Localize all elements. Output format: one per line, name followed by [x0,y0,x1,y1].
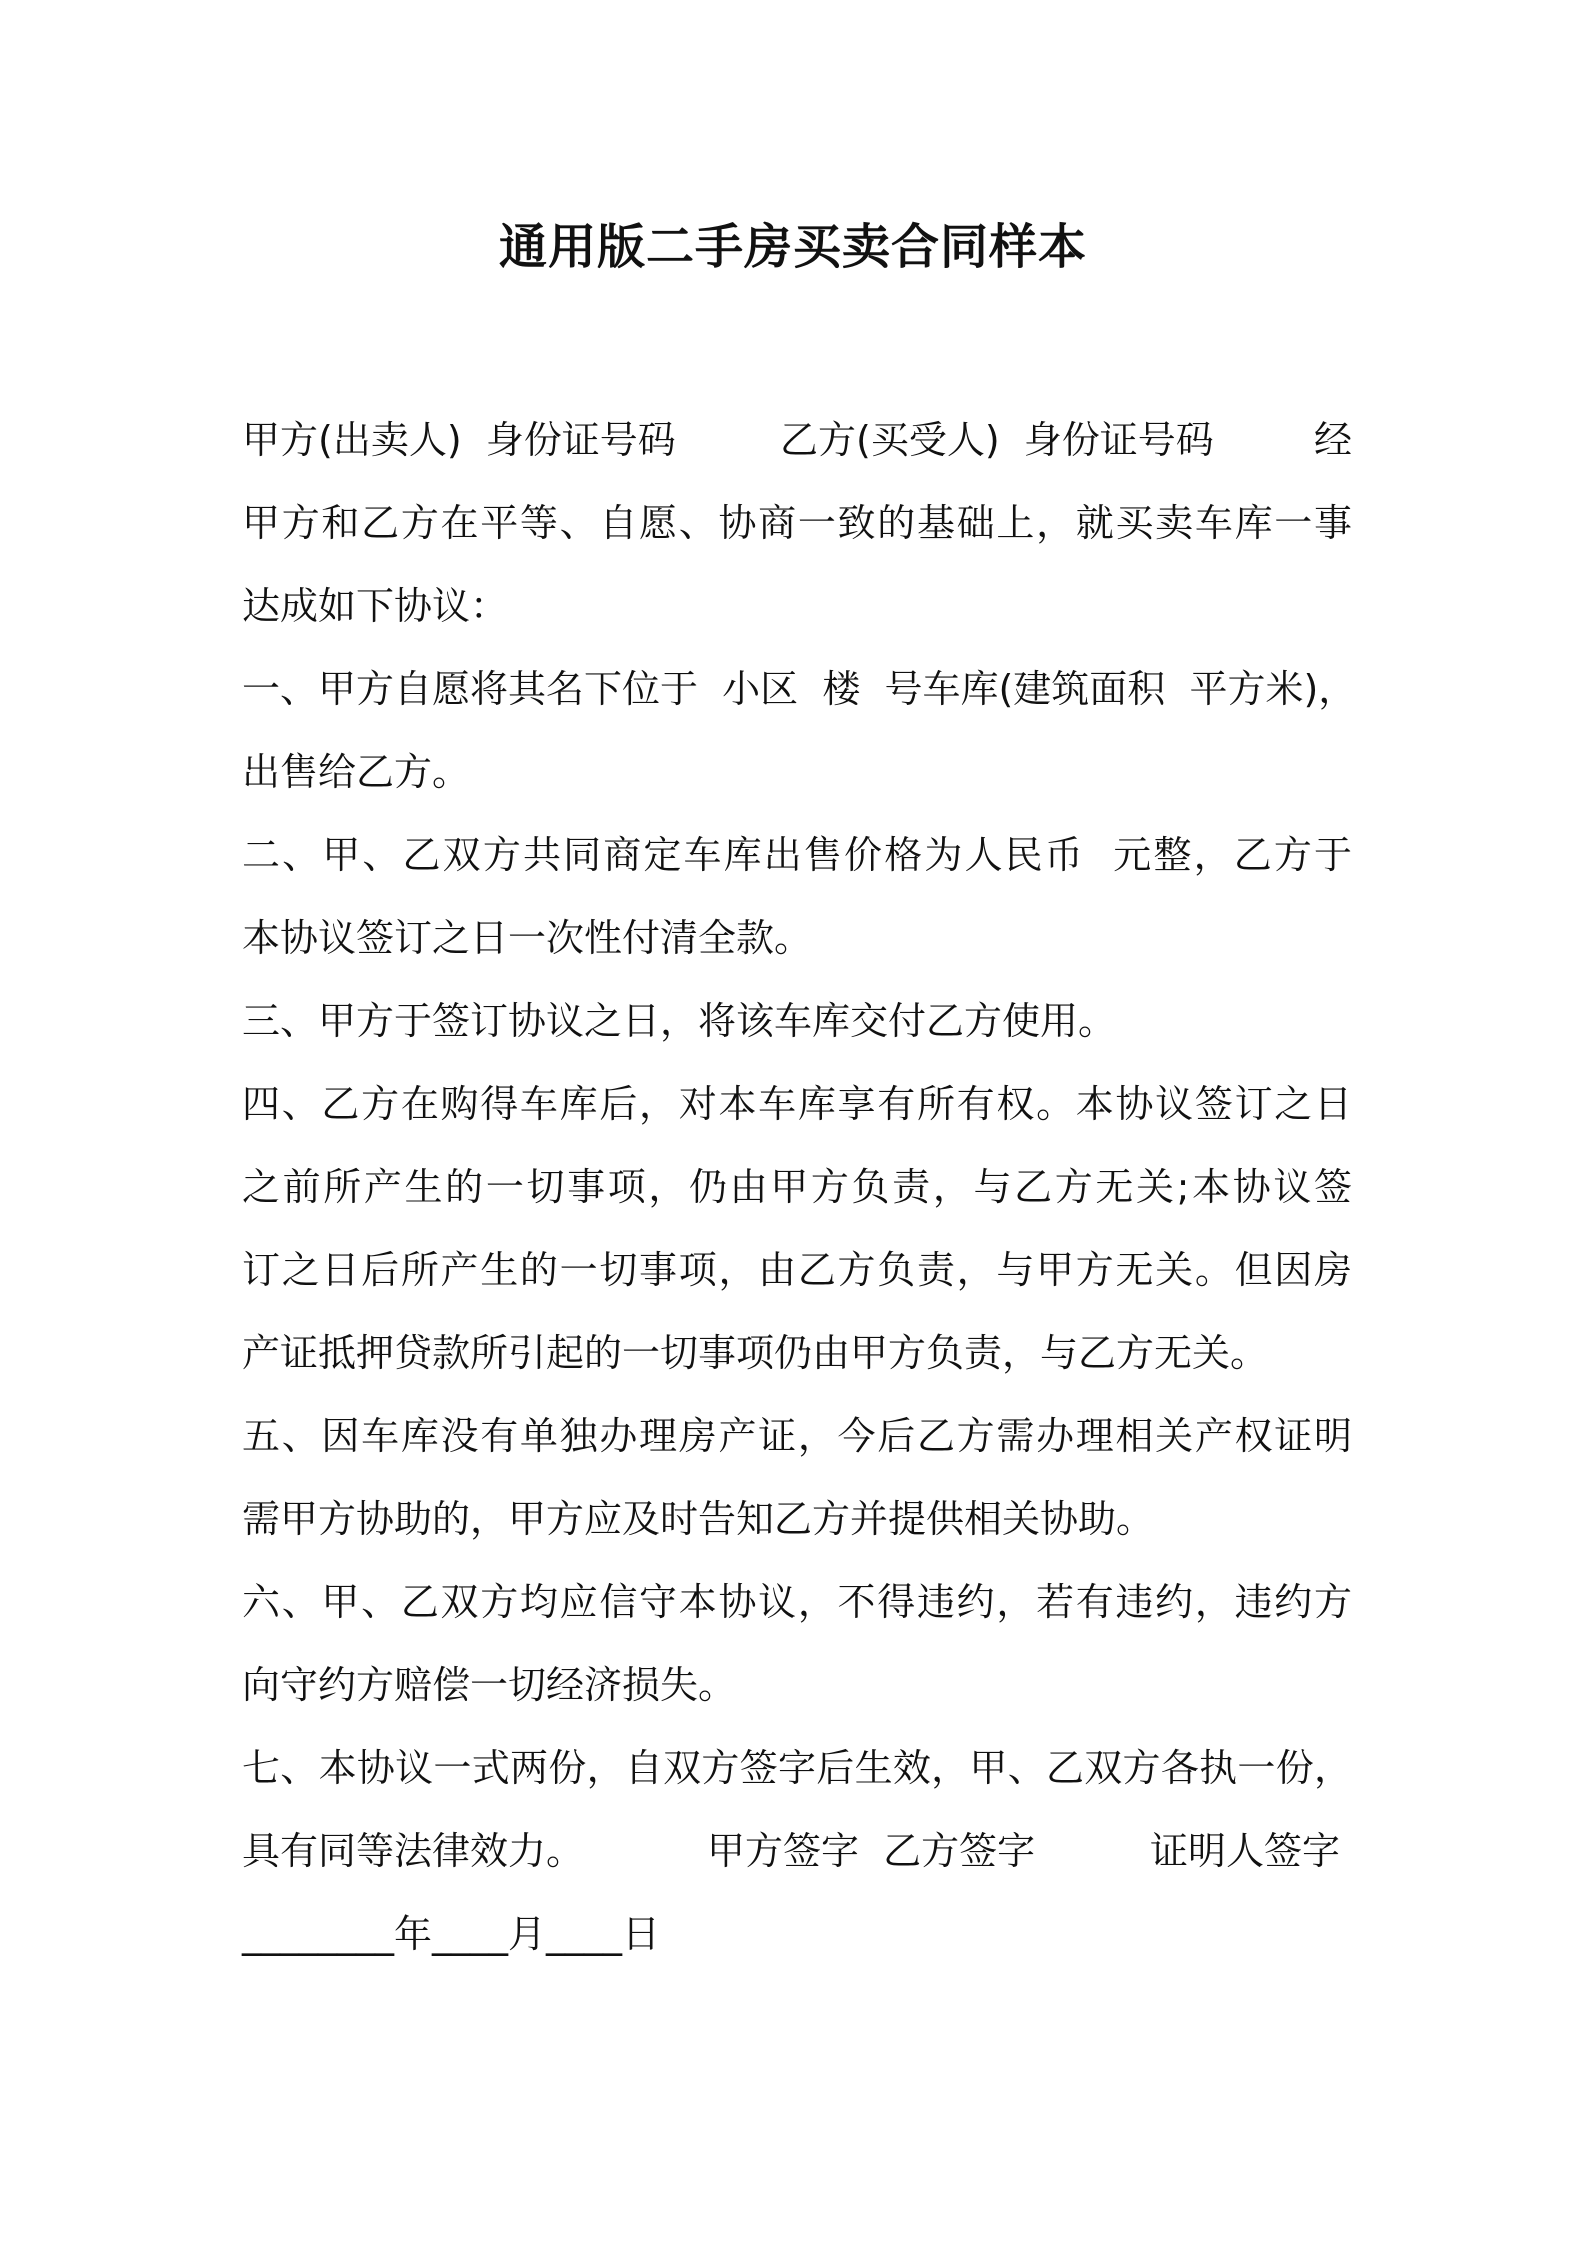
clause-6-line [242,1567,1352,1650]
clause-3-line [242,986,1352,1069]
text-line-content: 产证抵押贷款所引起的一切事项仍由甲方负责，与乙方无关。 [242,1331,1269,1375]
signature-line [242,1816,1352,1899]
text-line-content: 六、甲、乙双方均应信守本协议，不得违约，若有违约，违约方 [242,1580,1352,1624]
party-info-line [242,405,1352,488]
text-line [242,1318,1352,1401]
text-line-content: 甲方和乙方在平等、自愿、协商一致的基础上，就买卖车库一事 [242,501,1352,545]
text-line-content: 向守约方赔偿一切经济损失。 [242,1663,737,1707]
text-line [242,488,1352,571]
party-a-label: 甲方(出卖人) 身份证号码 [242,418,676,462]
clause-5-line [242,1401,1352,1484]
party-info-trailing: 经 [1314,418,1353,462]
text-line-content: 需甲方协助的，甲方应及时告知乙方并提供相关协助。 [242,1497,1155,1541]
clause-4-line [242,1069,1352,1152]
document-title: 通用版二手房买卖合同样本 [498,219,1087,275]
text-line-content: 本协议签订之日一次性付清全款。 [242,916,813,960]
text-line [242,1152,1352,1235]
party-b-label: 乙方(买受人) 身份证号码 [780,418,1214,462]
text-line-content: 三、甲方于签订协议之日，将该车库交付乙方使用。 [242,999,1117,1043]
text-line-content: 订之日后所产生的一切事项，由乙方负责，与甲方无关。但因房 [242,1248,1352,1292]
text-line-content: 四、乙方在购得车库后，对本车库享有所有权。本协议签订之日 [242,1082,1352,1126]
text-line [242,903,1352,986]
date-line [242,1899,1352,1982]
text-line [242,571,1352,654]
clause-1-line [242,654,1357,737]
text-line-content: 出售给乙方。 [242,750,471,794]
text-line [242,1235,1352,1318]
clause-7-line [242,1733,1352,1816]
text-line [242,1650,1352,1733]
text-line-content: 五、因车库没有单独办理房产证，今后乙方需办理相关产权证明 [242,1414,1352,1458]
party-signatures-label: 甲方签字 乙方签字 [707,1829,1036,1873]
contract-body [242,405,1357,1982]
witness-signature-label: 证明人签字 [1150,1829,1341,1873]
text-line-content: 达成如下协议： [242,584,509,628]
text-line-content: 之前所产生的一切事项，仍由甲方负责，与乙方无关;本协议签 [242,1165,1352,1209]
clause-2-line [242,820,1352,903]
legal-effect-text: 具有同等法律效力。 [242,1829,585,1873]
text-line [242,737,1352,820]
text-line [242,1484,1352,1567]
text-line-content: 七、本协议一式两份，自双方签字后生效，甲、乙双方各执一份， [242,1746,1352,1790]
text-line-content: 一、甲方自愿将其名下位于 小区 楼 号车库(建筑面积 平方米)， [242,667,1357,711]
date-blank: ________年____月____日 [242,1912,661,1956]
text-line-content: 二、甲、乙双方共同商定车库出售价格为人民币 元整，乙方于 [242,833,1352,877]
